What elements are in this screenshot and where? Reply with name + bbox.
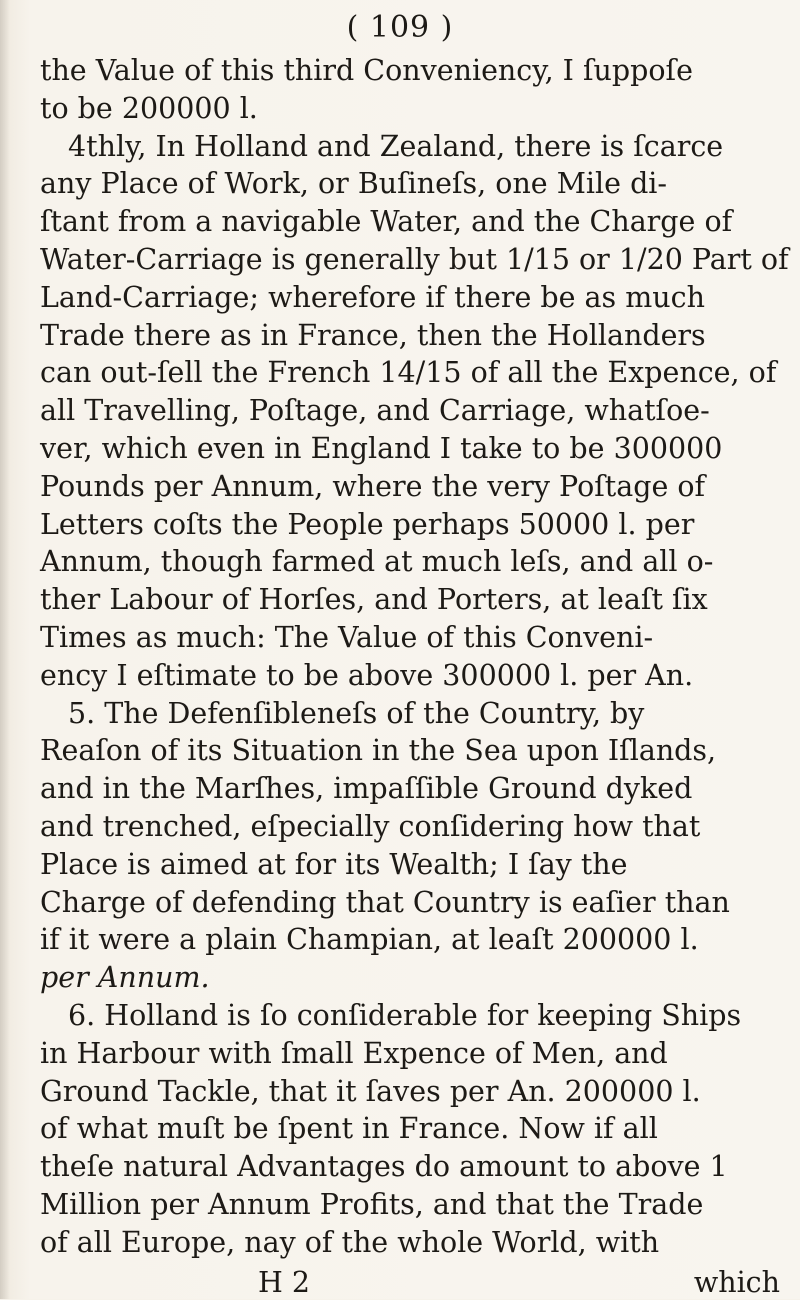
catchword: which [693,1266,780,1299]
text-line: Land-Carriage; wherefore if there be as much [40,280,705,314]
text-line: all Travelling, Poſtage, and Carriage, whatſoe- [40,394,710,428]
text-line: of all Europe, nay of the whole World, with [40,1225,660,1259]
text-line: can out-ſell the French 14/15 of all the Expence, of [40,356,777,390]
text-line: and trenched, eſpecially conſidering how that [40,809,701,843]
text-line: Pounds per Annum, where the very Poſtage of [40,469,706,503]
text-line: the Value of this third Conveniency, I ſuppoſe [40,54,693,87]
text-line: Reaſon of its Situation in the Sea upon Iſlands, [40,734,717,768]
text-line: ver, which even in England I take to be 300000 [40,431,723,465]
text-line: Times as much: The Value of this Conveni- [40,620,654,654]
text-line: ſtant from a navigable Water, and the Charge of [40,205,733,239]
page-footer [40,1266,780,1300]
text-line: ency I eſtimate to be above 300000 l. per An. [40,658,694,692]
text-line: Water-Carriage is generally but 1/15 or 1/20 Part of [40,242,789,276]
text-line: 4thly, In Holland and Zealand, there is ſcarce [68,129,724,163]
text-line: in Harbour with ſmall Expence of Men, and [40,1036,668,1070]
body-text [40,52,789,1262]
page-gutter-shadow [0,0,10,1299]
signature-mark: H 2 [258,1266,311,1299]
text-line: Letters coſts the People perhaps 50000 l. per [40,507,695,541]
text-line: and in the Marſhes, impaſſible Ground dyked [40,772,693,806]
text-line: to be 200000 l. [40,91,258,125]
text-line: 5. The Defenſibleneſs of the Country, by [68,696,645,730]
text-line: Trade there as in France, then the Hollanders [40,318,706,352]
text-line: if it were a plain Champian, at leaſt 200000 l. [40,923,699,957]
text-line: any Place of Work, or Buſineſs, one Mile di- [40,167,668,201]
text-line: Charge of defending that Country is eaſier than [40,885,730,919]
text-line: per Annum. [40,961,210,995]
text-line: theſe natural Advantages do amount to above 1 [40,1150,728,1184]
text-line: Annum, though farmed at much leſs, and all o- [40,545,714,579]
text-line: 6. Holland is ſo conſiderable for keeping Ships [68,998,742,1032]
text-line: Ground Tackle, that it ſaves per An. 200000 l. [40,1074,701,1108]
page-number-header: ( 109 ) [346,10,454,45]
text-line: ther Labour of Horſes, and Porters, at leaſt ſix [40,583,708,617]
text-line: Million per Annum Profits, and that the Trade [40,1187,704,1221]
text-line: Place is aimed at for its Wealth; I ſay the [40,847,628,881]
text-line: of what muſt be ſpent in France. Now if all [40,1112,658,1146]
